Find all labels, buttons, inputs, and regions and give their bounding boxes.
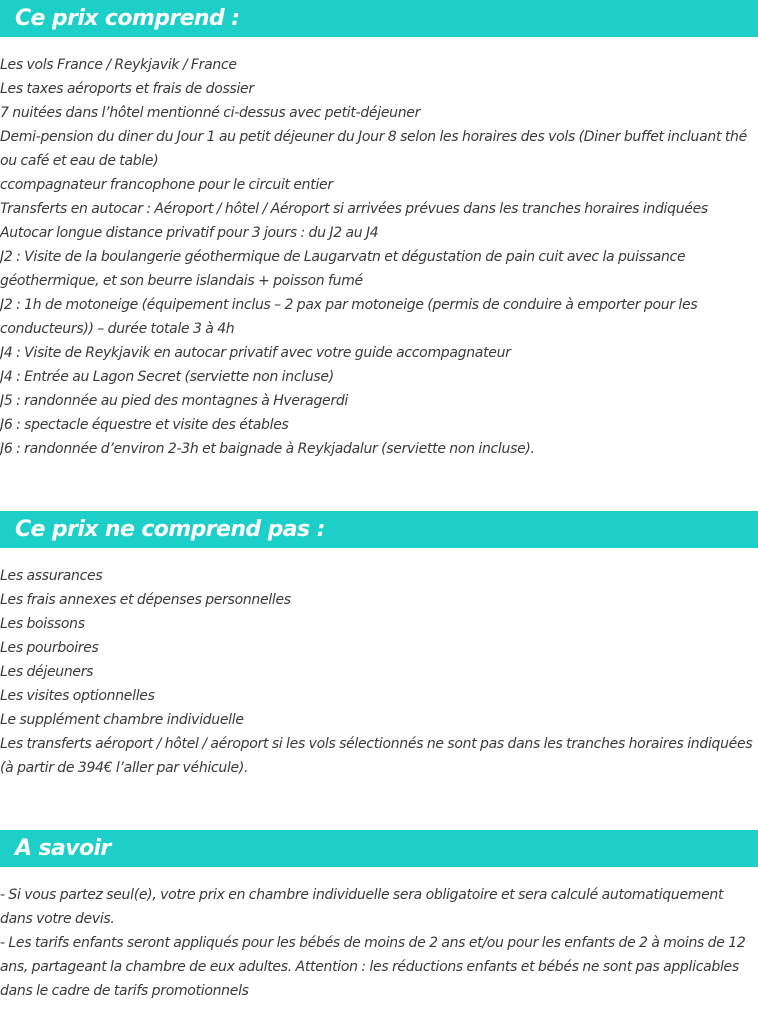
included-section-header xyxy=(0,0,758,37)
included-item: 7 nuitées dans l’hôtel mentionné ci-dessus avec petit-déjeuner xyxy=(0,105,421,121)
included-item: J4 : Visite de Reykjavik en autocar privatif avec votre guide accompagnateur xyxy=(0,345,511,361)
included-item: J2 : Visite de la boulangerie géothermique de Laugarvatn et dégustation de pain cuit avec la puissance géothermique, et son beurre islandais + poisson fumé xyxy=(0,249,686,289)
excluded-item: Les transferts aéroport / hôtel / aéroport si les vols sélectionnés ne sont pas dans les tranches horaires indiquées (à partir de 394€ l’aller par véhicule). xyxy=(0,736,753,776)
included-item: J2 : 1h de motoneige (équipement inclus – 2 pax par motoneige (permis de conduire à emporter pour les conducteurs)) – durée totale 3 à 4h xyxy=(0,297,698,337)
included-item: Les vols France / Reykjavik / France xyxy=(0,57,237,73)
included-item: J6 : spectacle équestre et visite des étables xyxy=(0,417,289,433)
included-list xyxy=(0,53,758,461)
excluded-item: Les déjeuners xyxy=(0,664,94,680)
notes-list xyxy=(0,883,758,1003)
excluded-list xyxy=(0,564,758,780)
included-item: Transferts en autocar : Aéroport / hôtel / Aéroport si arrivées prévues dans les tranches horaires indiquées xyxy=(0,201,708,217)
included-item: Les taxes aéroports et frais de dossier xyxy=(0,81,254,97)
excluded-section-header xyxy=(0,511,758,548)
included-section-title: Ce prix comprend : xyxy=(15,6,240,31)
included-item: J4 : Entrée au Lagon Secret (serviette non incluse) xyxy=(0,369,334,385)
notes-item: - Les tarifs enfants seront appliqués pour les bébés de moins de 2 ans et/ou pour les enfants de 2 à moins de 12 ans, partageant la chambre de eux adultes. Attention : les réductions enfants et bébés ne sont pas applicables dans le cadre de tarifs promotionnels xyxy=(0,935,746,999)
excluded-item: Les boissons xyxy=(0,616,85,632)
excluded-section-title: Ce prix ne comprend pas : xyxy=(15,517,325,542)
excluded-item: Le supplément chambre individuelle xyxy=(0,712,244,728)
included-item: Autocar longue distance privatif pour 3 jours : du J2 au J4 xyxy=(0,225,379,241)
excluded-item: Les assurances xyxy=(0,568,103,584)
notes-section-title: A savoir xyxy=(15,836,111,861)
excluded-item: Les visites optionnelles xyxy=(0,688,155,704)
included-item: J6 : randonnée d’environ 2-3h et baignade à Reykjadalur (serviette non incluse). xyxy=(0,441,535,457)
excluded-item: Les frais annexes et dépenses personnelles xyxy=(0,592,291,608)
included-item: ccompagnateur francophone pour le circuit entier xyxy=(0,177,333,193)
notes-section-header xyxy=(0,830,758,867)
included-item: Demi-pension du diner du Jour 1 au petit déjeuner du Jour 8 selon les horaires des vols (Diner buffet incluant thé ou café et eau de table) xyxy=(0,129,747,169)
notes-item: - Si vous partez seul(e), votre prix en chambre individuelle sera obligatoire et sera calculé automatiquement dans votre devis. xyxy=(0,887,724,927)
included-item: J5 : randonnée au pied des montagnes à Hveragerdi xyxy=(0,393,348,409)
excluded-item: Les pourboires xyxy=(0,640,99,656)
